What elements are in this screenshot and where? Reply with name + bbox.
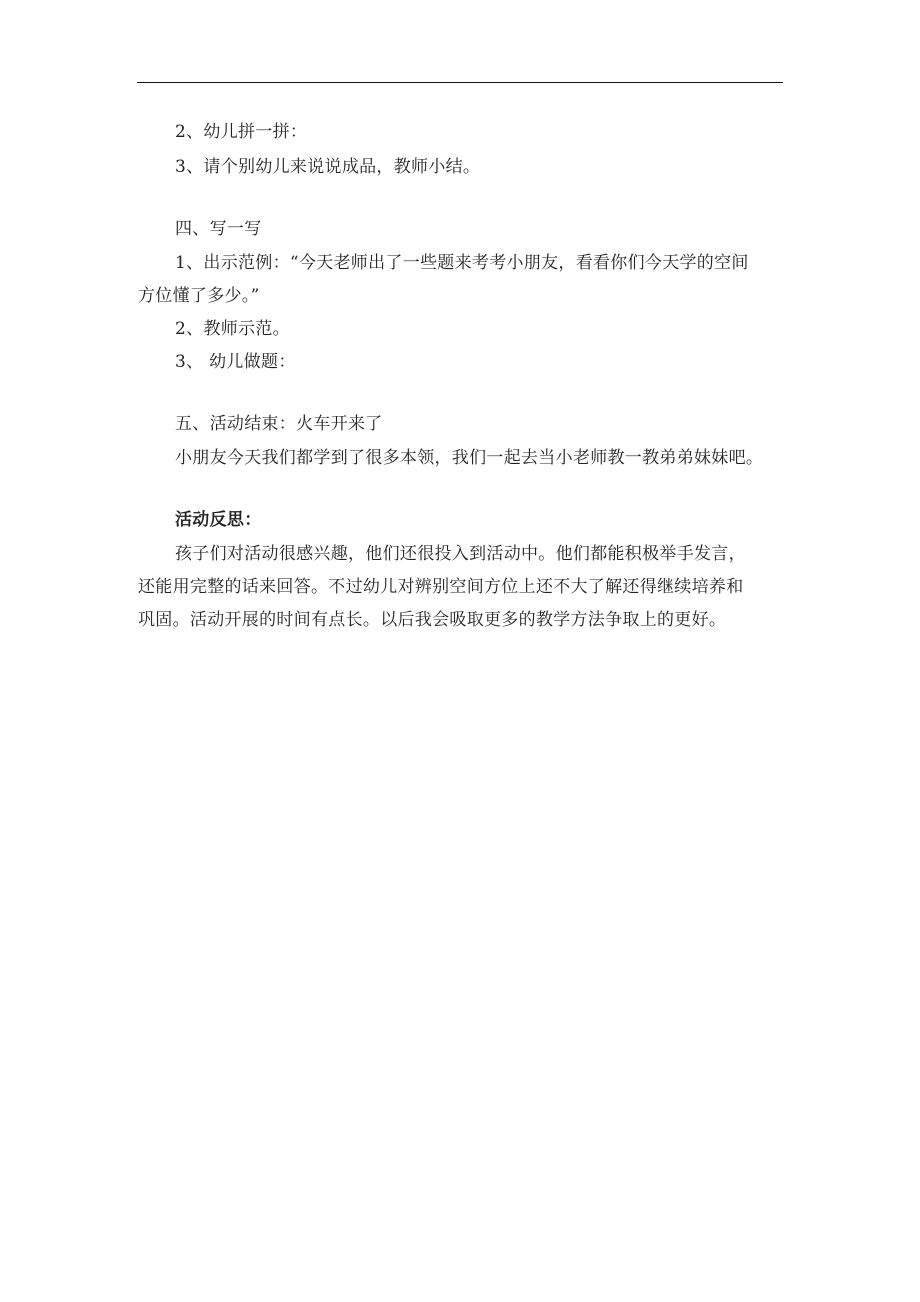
section-4-item-1: 1、出示范例：“今天老师出了一些题来考考小朋友，看看你们今天学的空间: [175, 253, 749, 273]
section-5-text: 小朋友今天我们都学到了很多本领，我们一起去当小老师教一教弟弟妹妹吧。: [175, 448, 764, 468]
reflection-heading: 活动反思：: [175, 510, 262, 530]
section-4-heading: 四、写一写: [175, 219, 262, 239]
section-5-heading: 五、活动结束：火车开来了: [175, 414, 383, 434]
step-3-line: 3、请个别幼儿来说说成品，教师小结。: [175, 157, 481, 177]
reflection-line-2: 还能用完整的话来回答。不过幼儿对辨别空间方位上还不大了解还得继续培养和: [138, 577, 744, 597]
header-rule: [137, 82, 783, 83]
reflection-line-3: 巩固。活动开展的时间有点长。以后我会吸取更多的教学方法争取上的更好。: [138, 610, 727, 630]
section-4-item-2: 2、教师示范。: [175, 319, 290, 339]
section-4-item-3: 3、 幼儿做题：: [175, 352, 296, 372]
step-2-line: 2、幼儿拼一拼：: [175, 122, 308, 142]
reflection-line-1: 孩子们对活动很感兴趣，他们还很投入到活动中。他们都能积极举手发言，: [175, 544, 746, 564]
section-4-item-1-continued: 方位懂了多少。”: [138, 286, 260, 306]
